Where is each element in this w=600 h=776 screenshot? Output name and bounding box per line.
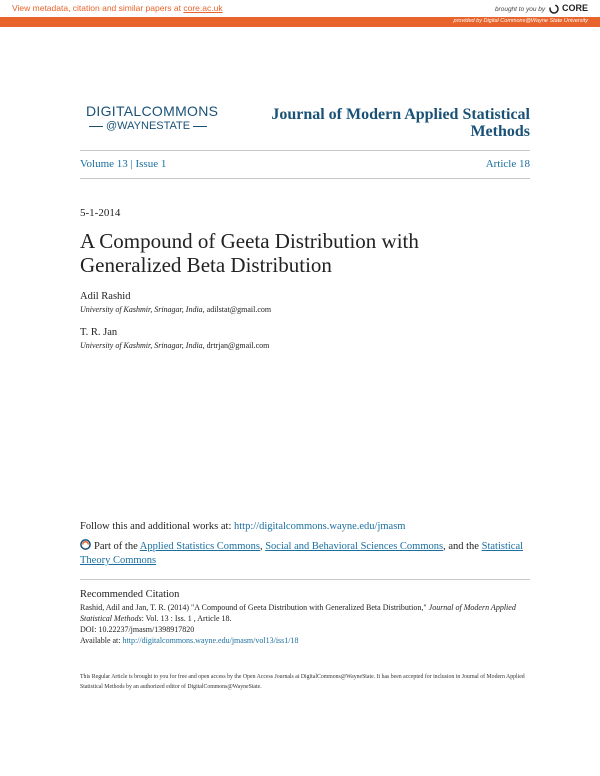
core-provided-by[interactable]: provided by Digital Commons@Wayne State University (453, 18, 588, 24)
logo-bottom-text: @WAYNESTATE (106, 120, 191, 132)
social-sciences-link[interactable]: Social and Behavioral Sciences Commons (265, 541, 444, 552)
access-notice: This Regular Article is brought to you for free and open access by the Open Access Journals at DigitalCommons@WayneState. It has been accepted for inclusion in Journal of Modern Applied Statistical Methods by an authorized editor of DigitalCommons@WayneState. (80, 674, 525, 690)
core-brand: brought to you by CORE (494, 3, 588, 13)
logo-dash-left (89, 126, 103, 127)
logo-dash-right (193, 126, 207, 127)
core-provider-strip (0, 17, 600, 27)
citation-divider (80, 579, 530, 580)
publication-date: 5-1-2014 (80, 207, 121, 219)
core-logo-icon (549, 4, 559, 14)
core-top-bar (0, 0, 600, 17)
statistical-theory-link[interactable]: Statistical Theory Commons (80, 541, 524, 566)
citation-url[interactable]: http://digitalcommons.wayne.edu/jmasm/vol13/iss1/18 (122, 636, 299, 645)
digitalcommons-logo[interactable] (86, 103, 221, 132)
logo-top-text: DIGITALCOMMONS (86, 103, 219, 119)
article-number[interactable]: Article 18 (485, 158, 530, 170)
core-name: CORE (561, 3, 588, 13)
applied-statistics-link[interactable]: Applied Statistics Commons (139, 541, 260, 552)
header-divider (80, 178, 530, 179)
author-affiliation: University of Kashmir, Srinagar, India, drtrjan@gmail.com (80, 341, 270, 350)
part-of-commons: Part of the Applied Statistics Commons, Social and Behavioral Sciences Commons, and the Statistical Theory Commons (80, 541, 524, 566)
citation-heading: Recommended Citation (80, 589, 180, 600)
core-metadata-link[interactable]: View metadata, citation and similar papers at core.ac.uk (12, 3, 223, 13)
core-banner (0, 0, 600, 28)
author-name: Adil Rashid (80, 291, 131, 302)
author-name: T. R. Jan (80, 327, 118, 338)
top-divider (80, 150, 530, 151)
author-affiliation: University of Kashmir, Srinagar, India, adilstat@gmail.com (80, 305, 272, 314)
journal-title[interactable]: Journal of Modern Applied Statistical Methods (271, 106, 530, 140)
citation-journal: Journal of Modern Applied Statistical Methods (80, 603, 516, 623)
open-access-icon (80, 539, 91, 550)
follow-line: Follow this and additional works at: http://digitalcommons.wayne.edu/jmasm (80, 521, 406, 532)
citation-doi: DOI: 10.22237/jmasm/1398917820 (80, 625, 195, 634)
author-email: drtrjan@gmail.com (206, 341, 270, 350)
volume-issue-link[interactable]: Volume 13 | Issue 1 (80, 158, 167, 170)
author-email: adilstat@gmail.com (206, 305, 272, 314)
core-site-link[interactable]: core.ac.uk (183, 3, 223, 13)
paper-title: A Compound of Geeta Distribution with Generalized Beta Distribution (80, 229, 419, 277)
follow-link[interactable]: http://digitalcommons.wayne.edu/jmasm (234, 521, 406, 532)
logo-bottom-row (86, 120, 221, 132)
citation-body: Rashid, Adil and Jan, T. R. (2014) "A Compound of Geeta Distribution with Generalized Beta Distribution," Journal of Modern Applied Statistical Methods: Vol. 13 : Iss. 1 , Article 18. DOI: 10.22237/jmasm/1398917820 Available at: http://digitalcommons.wayne.edu/jmasm/vol13/iss1/18 (80, 603, 516, 645)
